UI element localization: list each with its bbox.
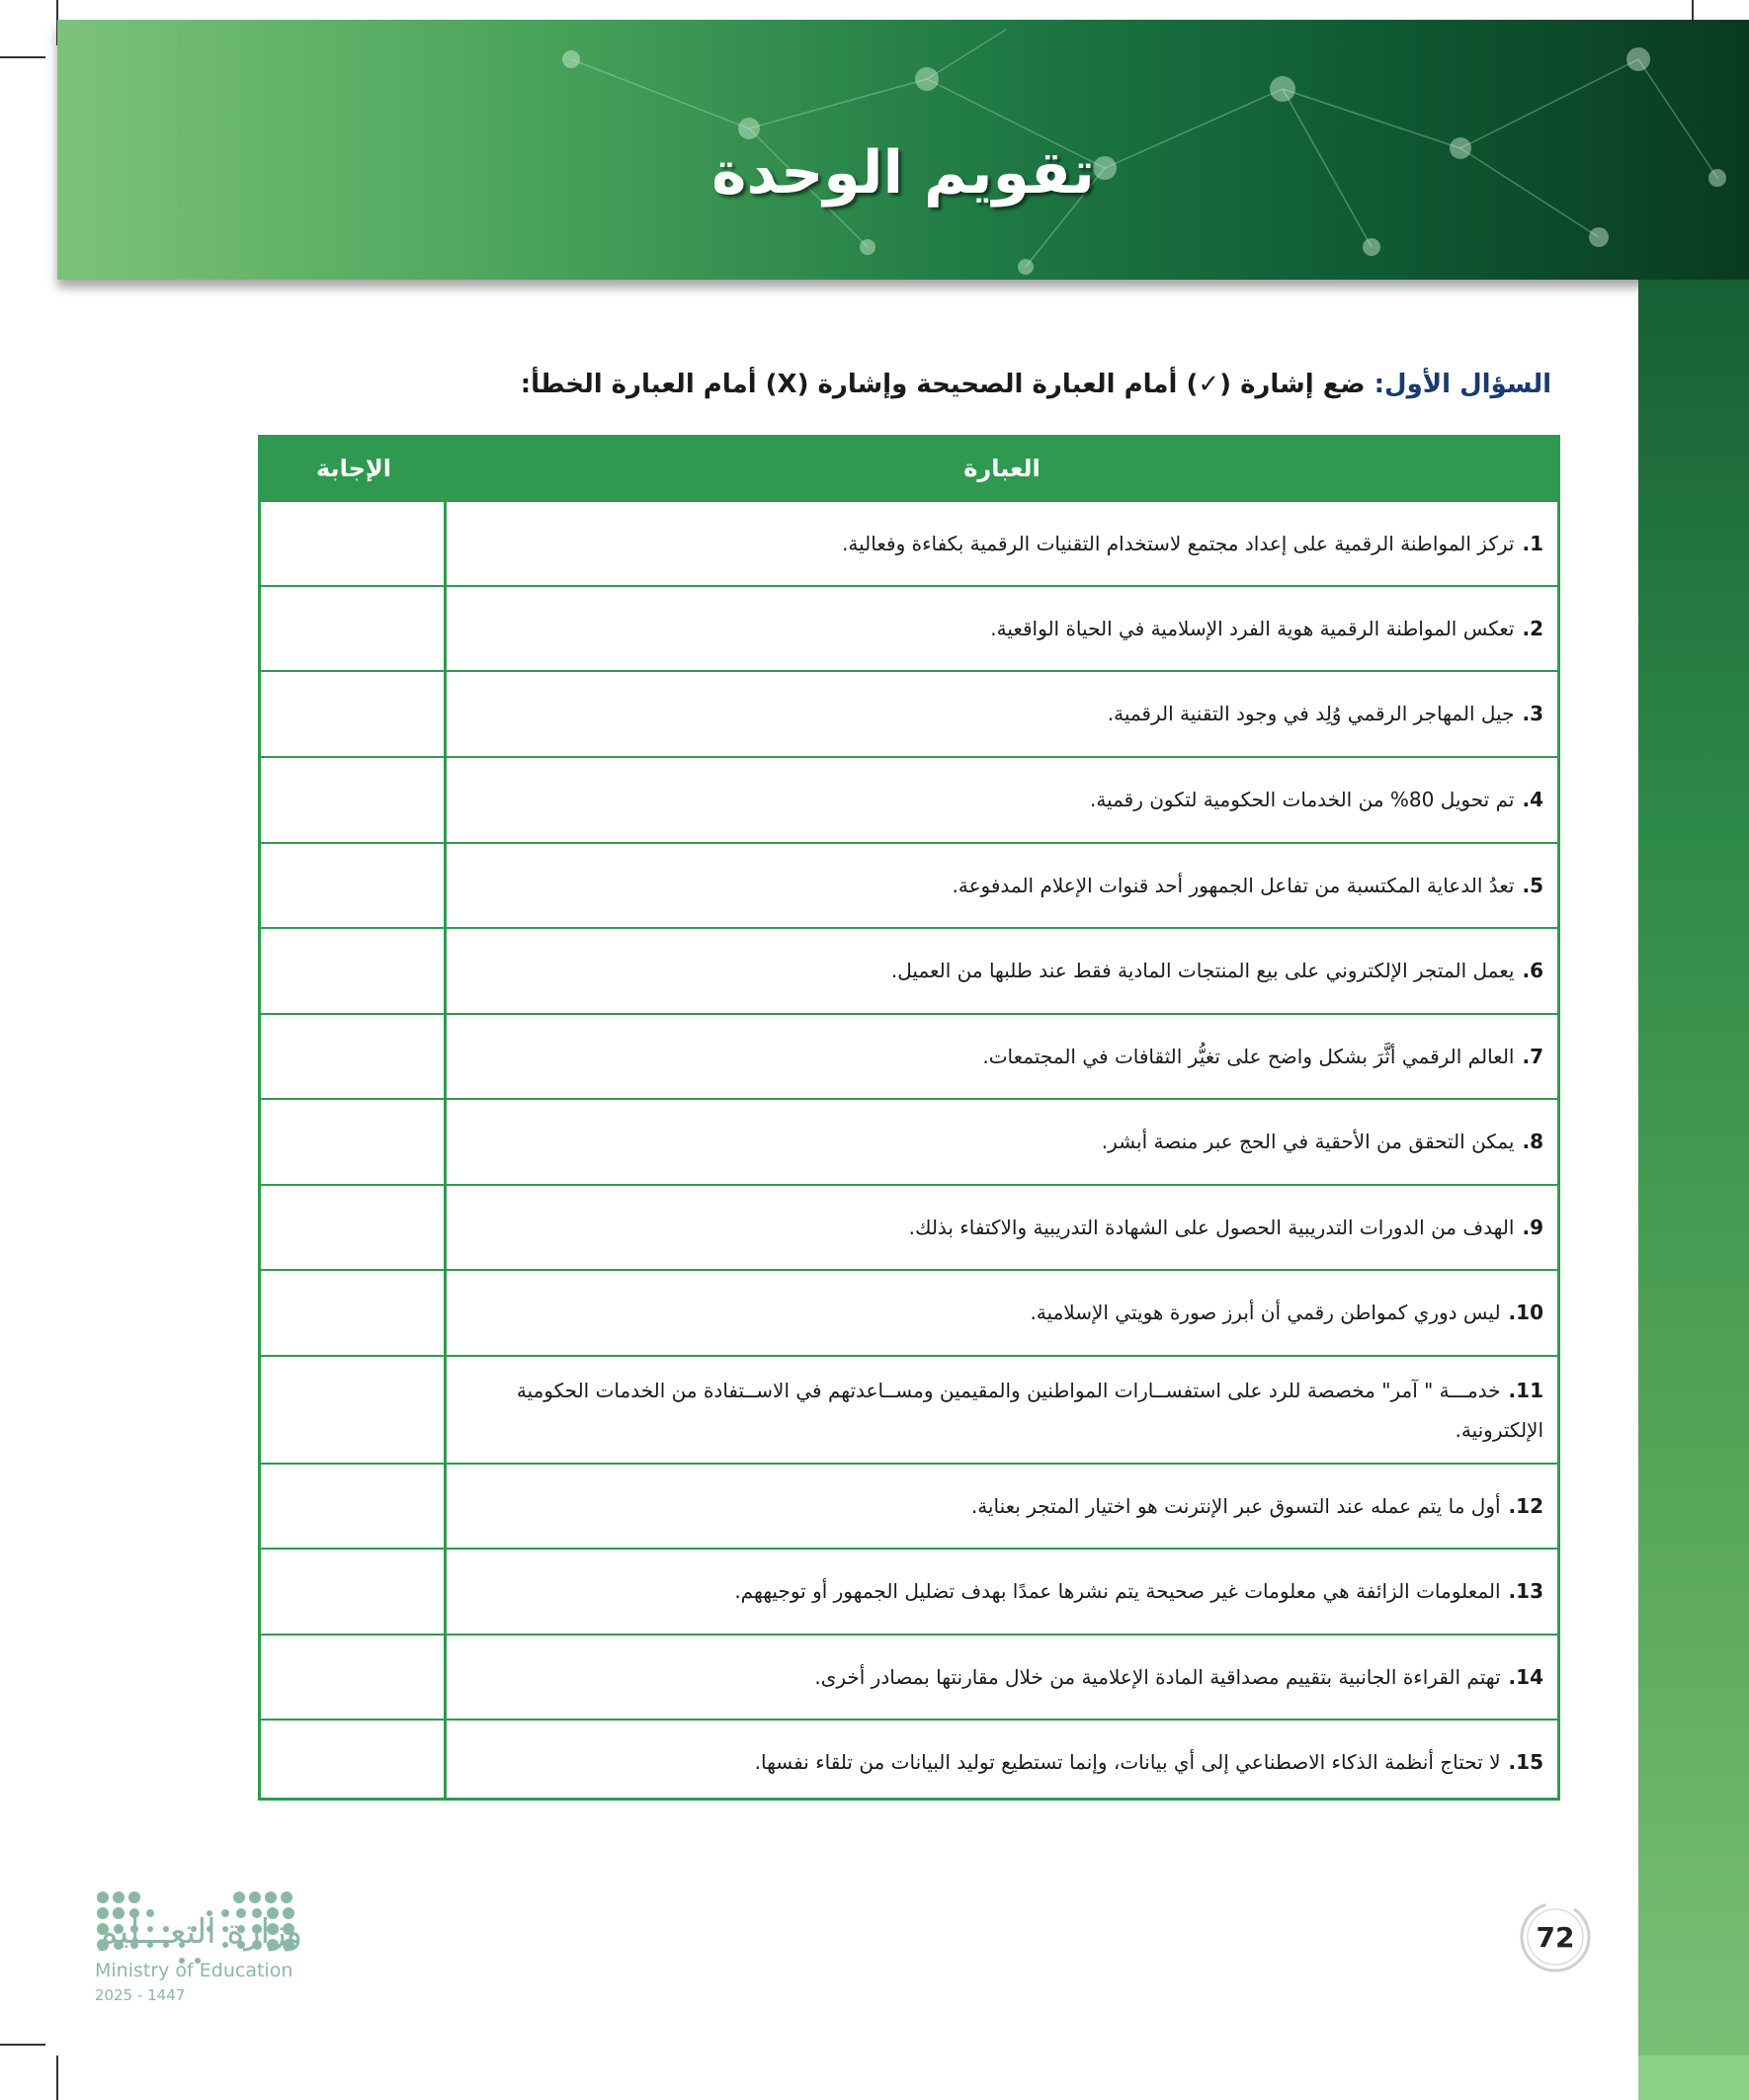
statement-text: جيل المهاجر الرقمي وُلِد في وجود التقنية الرقمية.: [1107, 702, 1515, 725]
table-row: [261, 927, 1557, 1013]
answer-cell[interactable]: [261, 672, 447, 756]
statement-text: يمكن التحقق من الأحقية في الحج عبر منصة أبشر.: [1101, 1130, 1515, 1153]
statement-text: تركز المواطنة الرقمية على إعداد مجتمع لاستخدام التقنيات الرقمية بكفاءة وفعالية.: [842, 532, 1515, 555]
question-prompt: [267, 370, 1551, 399]
statement-cell: [460, 1122, 1543, 1161]
answer-cell[interactable]: [261, 502, 447, 585]
statement-cell: [460, 524, 1543, 563]
crop-mark: [0, 2044, 45, 2046]
statement-text: أول ما يتم عمله عند التسوق عبر الإنترنت هو اختيار المتجر بعناية.: [970, 1494, 1501, 1518]
answer-cell[interactable]: [261, 1721, 447, 1798]
statement-text: خدمـــة " آمر" مخصصة للرد على استفســارات المواطنين والمقيمين ومســاعدتهم في الاســتفادة من الخدمات الحكومية الإلكترونية.: [516, 1379, 1543, 1442]
answer-cell[interactable]: [261, 929, 447, 1013]
edition-year: 2025 - 1447: [95, 1986, 186, 2004]
statement-cell: [460, 1657, 1543, 1697]
header-banner: [57, 20, 1749, 280]
table-row: [261, 1355, 1557, 1463]
statement-cell: [460, 609, 1543, 648]
statement-number: 5.: [1522, 874, 1543, 897]
header-statement: العبارة: [963, 455, 1041, 482]
statement-text: تهتم القراءة الجانبية بتقييم مصداقية المادة الإعلامية من خلال مقارنتها بمصادر أخرى.: [814, 1665, 1501, 1689]
statement-text: تعدُ الدعاية المكتسبة من تفاعل الجمهور أحد قنوات الإعلام المدفوعة.: [952, 874, 1515, 897]
answer-cell[interactable]: [261, 758, 447, 842]
true-false-table: [258, 435, 1560, 1801]
ministry-name-arabic: وزارة التعـــليم: [97, 1912, 302, 1952]
statement-number: 12.: [1508, 1494, 1543, 1518]
side-band-strip: [1638, 2056, 1749, 2100]
answer-cell[interactable]: [261, 844, 447, 927]
statement-number: 15.: [1508, 1750, 1543, 1774]
answer-cell[interactable]: [261, 1015, 447, 1098]
page-number: 72: [1536, 1921, 1575, 1954]
statement-cell: [460, 1293, 1543, 1332]
statement-cell: [460, 694, 1543, 733]
statement-cell: [460, 1571, 1543, 1611]
crop-mark: [0, 56, 45, 58]
side-band: [1638, 280, 1749, 2100]
table-row: [261, 1463, 1557, 1548]
table-row: [261, 756, 1557, 842]
statement-number: 2.: [1522, 617, 1543, 640]
answer-cell[interactable]: [261, 1357, 447, 1463]
table-header: [261, 438, 1557, 500]
table-row: [261, 1013, 1557, 1098]
statement-number: 7.: [1522, 1045, 1543, 1068]
statement-number: 14.: [1508, 1665, 1543, 1689]
statement-text: لا تحتاج أنظمة الذكاء الاصطناعي إلى أي بيانات، وإنما تستطيع توليد البيانات من تلقاء نفسها.: [754, 1750, 1501, 1774]
statement-number: 9.: [1522, 1216, 1543, 1239]
table-row: [261, 1634, 1557, 1719]
question-text: ضع إشارة (✓) أمام العبارة الصحيحة وإشارة (X) أمام العبارة الخطأ:: [520, 370, 1366, 399]
statement-text: الهدف من الدورات التدريبية الحصول على الشهادة التدريبية والاكتفاء بذلك.: [908, 1216, 1515, 1239]
statement-text: يعمل المتجر الإلكتروني على بيع المنتجات المادية فقط عند طلبها من العميل.: [890, 959, 1515, 982]
answer-cell[interactable]: [261, 1271, 447, 1355]
statement-number: 6.: [1522, 959, 1543, 982]
answer-cell[interactable]: [261, 1636, 447, 1719]
statement-cell: [460, 780, 1543, 819]
table-row: [261, 1548, 1557, 1634]
statement-text: العالم الرقمي أثَّرَ بشكل واضح على تغيُّر الثقافات في المجتمعات.: [982, 1045, 1515, 1068]
table-row: [261, 500, 1557, 585]
statement-cell: [460, 1037, 1543, 1076]
statement-cell: [460, 951, 1543, 990]
ministry-name-english: Ministry of Education: [95, 1960, 293, 1981]
crop-mark: [56, 2056, 58, 2100]
answer-cell[interactable]: [261, 1186, 447, 1269]
statement-text: المعلومات الزائفة هي معلومات غير صحيحة يتم نشرها عمدًا بهدف تضليل الجمهور أو توجيههم.: [734, 1579, 1501, 1603]
table-row: [261, 1098, 1557, 1184]
statement-number: 13.: [1508, 1579, 1543, 1603]
table-row: [261, 585, 1557, 670]
statement-number: 11.: [1508, 1379, 1543, 1402]
statement-text: تعكس المواطنة الرقمية هوية الفرد الإسلامية في الحياة الواقعية.: [990, 617, 1515, 640]
statement-number: 8.: [1522, 1130, 1543, 1153]
statement-cell: [460, 1208, 1543, 1247]
header-answer: الإجابة: [316, 455, 391, 482]
answer-cell[interactable]: [261, 1465, 447, 1548]
answer-cell[interactable]: [261, 1100, 447, 1184]
statement-cell: [460, 1371, 1543, 1450]
table-row: [261, 842, 1557, 927]
statement-text: تم تحويل 80% من الخدمات الحكومية لتكون رقمية.: [1089, 788, 1515, 811]
statement-number: 3.: [1522, 702, 1543, 725]
statement-number: 4.: [1522, 788, 1543, 811]
table-row: [261, 1719, 1557, 1798]
table-row: [261, 670, 1557, 756]
statement-cell: [460, 866, 1543, 905]
answer-cell[interactable]: [261, 1550, 447, 1634]
question-label: السؤال الأول:: [1374, 370, 1551, 399]
statement-cell: [460, 1486, 1543, 1526]
table-row: [261, 1184, 1557, 1269]
statement-number: 1.: [1522, 532, 1543, 555]
statement-cell: [460, 1742, 1543, 1782]
statement-text: ليس دوري كمواطن رقمي أن أبرز صورة هويتي الإسلامية.: [1030, 1301, 1501, 1324]
table-row: [261, 1269, 1557, 1355]
page-title: تقويم الوحدة: [711, 138, 1095, 208]
statement-number: 10.: [1508, 1301, 1543, 1324]
answer-cell[interactable]: [261, 587, 447, 670]
